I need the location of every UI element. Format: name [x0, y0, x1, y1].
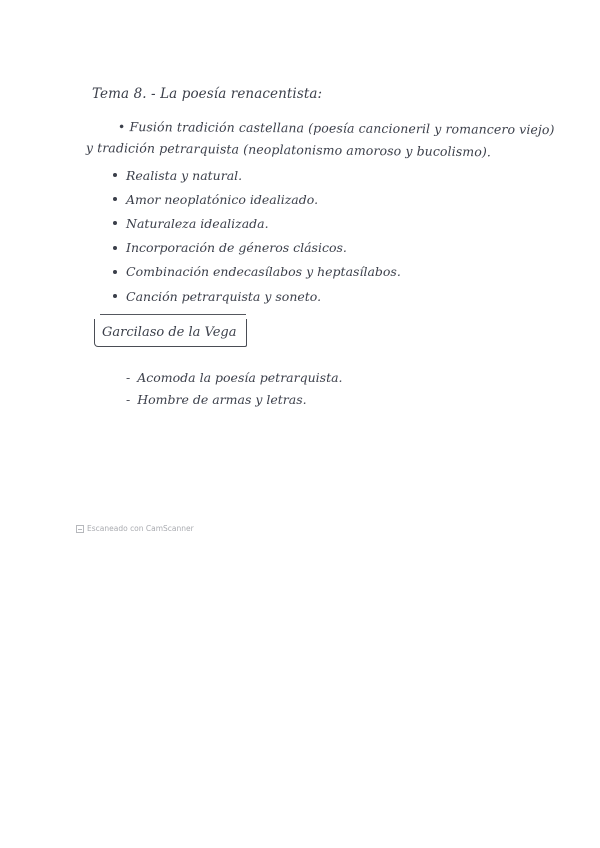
scanner-watermark-text: Escaneado con CamScanner: [87, 524, 194, 533]
bullet-dot: [113, 221, 117, 225]
bullet-text: Realista y natural.: [126, 167, 243, 183]
dash-mark: -: [126, 369, 131, 385]
dash-list: [126, 366, 343, 410]
dash-mark: -: [126, 391, 131, 407]
bullet-text: Combinación endecasílabos y heptasílabos.: [126, 264, 401, 280]
dash-text: Acomoda la poesía petrarquista.: [137, 369, 343, 385]
bullet-dot: [113, 173, 117, 177]
bullet-item: [113, 260, 401, 284]
bullet-item: [113, 211, 401, 235]
dash-item: [126, 388, 343, 410]
bullet-dot: [113, 246, 117, 250]
bullet-list: [113, 163, 401, 308]
bullet-item: [113, 187, 401, 211]
intro-line-1: • Fusión tradición castellana (poesía cancioneril y romancero viejo): [117, 119, 555, 138]
bullet-dot: [113, 270, 117, 274]
bullet-dot: [113, 294, 117, 298]
scanner-watermark: [76, 524, 194, 533]
bullet-item: [113, 284, 401, 308]
bullet-text: Canción petrarquista y soneto.: [126, 288, 322, 304]
bullet-text: Incorporación de géneros clásicos.: [126, 240, 347, 256]
section-heading: Garcilaso de la Vega: [94, 319, 247, 347]
bullet-text: Naturaleza idealizada.: [126, 215, 269, 231]
dash-item: [126, 366, 343, 388]
intro-line-2: y tradición petrarquista (neoplatonismo amoroso y bucolismo).: [85, 140, 492, 160]
section-divider: [100, 314, 246, 315]
bullet-dot: [113, 197, 117, 201]
bullet-item: [113, 163, 401, 187]
page-title: Tema 8. - La poesía renacentista:: [92, 86, 323, 102]
bullet-item: [113, 236, 401, 260]
camscanner-logo-icon: [76, 525, 84, 533]
bullet-text: Amor neoplatónico idealizado.: [126, 191, 319, 207]
dash-text: Hombre de armas y letras.: [137, 391, 307, 407]
